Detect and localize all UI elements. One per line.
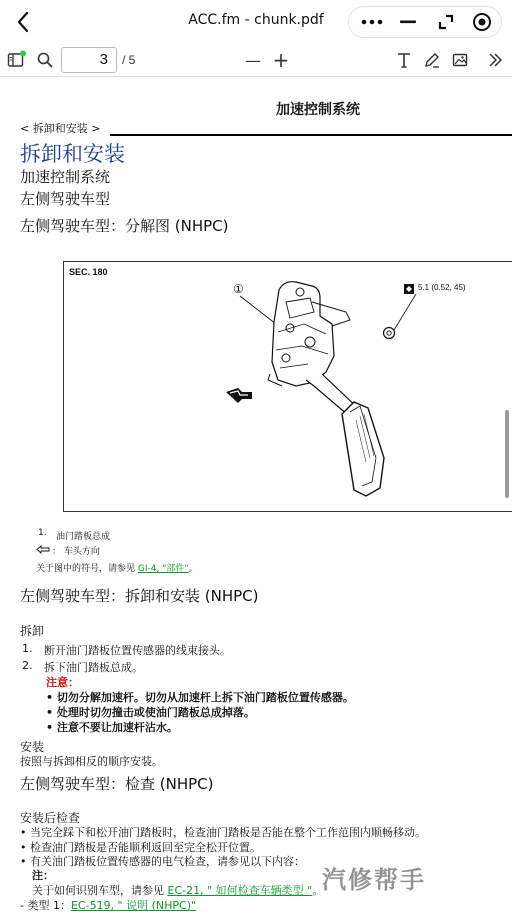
legend-arrow xyxy=(36,545,50,557)
legend-ref-suffix: 。 xyxy=(188,564,198,574)
type-1-reference xyxy=(20,897,196,913)
restore-button[interactable] xyxy=(427,7,465,37)
image-tool-button[interactable] xyxy=(449,49,471,71)
more-button[interactable] xyxy=(353,7,391,37)
callout-number: ① xyxy=(233,282,244,296)
caution-item-2-text: 处理时切勿撞击或使油门踏板总成掉落。 xyxy=(56,706,255,719)
restore-window-icon xyxy=(437,13,455,31)
caution-item-3-text: 注意不要让加速杆沾水。 xyxy=(56,721,178,734)
legend-ref-prefix: 关于图中的符号，请参见 xyxy=(36,564,138,574)
inspection-bullet-3-text: 有关油门踏板位置传感器的电气检查，请参见以下内容： xyxy=(30,855,305,868)
zoom-out-button[interactable]: — xyxy=(245,50,261,70)
removal-step-2: 拆下油门踏板总成。 xyxy=(44,661,143,674)
text-tool-button[interactable] xyxy=(393,49,415,71)
inspection-bullet-3: • 有关油门踏板位置传感器的电气检查，请参见以下内容： xyxy=(20,855,305,868)
inspection-bullet-1-text: 当完全踩下和松开油门踏板时，检查油门踏板是否能在整个工作范围内顺畅移动。 xyxy=(30,826,426,839)
inspection-bullet-2: • 检查油门踏板是否能顺利返回至完全松开位置。 xyxy=(20,841,261,854)
caution-item-3: • 注意不要让加速杆沾水。 xyxy=(46,721,178,734)
pen-icon xyxy=(423,51,441,69)
page-header-title: 加速控制系统 xyxy=(276,102,360,118)
page-total-label: / 5 xyxy=(122,53,136,67)
close-target-button[interactable] xyxy=(463,7,501,37)
header-rule xyxy=(110,134,512,136)
inspection-bullet-2-text: 检查油门踏板是否能顺利返回至完全松开位置。 xyxy=(30,841,261,854)
arrow-left-outline-icon xyxy=(36,545,50,554)
ec21-reference-link[interactable]: EC-21, " 如何检查车辆类型 " xyxy=(167,884,313,897)
note-prefix: 关于如何识别车型，请参见 xyxy=(32,884,168,897)
inspection-bullet-1: • 当完全踩下和松开油门踏板时，检查油门踏板是否能在整个工作范围内顺畅移动。 xyxy=(20,826,426,839)
more-tools-button[interactable] xyxy=(484,49,506,71)
figure-sec-label: SEC. 180 xyxy=(69,267,108,277)
removal-title: 拆卸 xyxy=(20,624,45,638)
minus-icon xyxy=(399,20,417,24)
note-suffix: 。 xyxy=(312,884,324,897)
caution-item-1: • 切勿分解加速杆。切勿从加速杆上拆下油门踏板位置传感器。 xyxy=(46,691,354,704)
sidebar-panel-icon xyxy=(6,50,26,70)
pdf-page xyxy=(0,78,512,914)
section-removal-installation: 左侧驾驶车型：拆卸和安装 (NHPC) xyxy=(20,587,259,605)
annotate-button[interactable] xyxy=(421,49,443,71)
legend-item-label: 油门踏板总成 xyxy=(56,532,111,542)
exploded-diagram xyxy=(63,261,512,512)
subheading-model: 左侧驾驶车型 xyxy=(20,190,111,208)
removal-step-2-number: 2. xyxy=(22,659,33,672)
document-title: ACC.fm - chunk.pdf xyxy=(188,12,324,28)
install-text: 按照与拆卸相反的顺序安装。 xyxy=(20,755,163,768)
status-badge-dot xyxy=(20,51,26,57)
page-number-input[interactable]: 3 xyxy=(61,47,117,73)
caution-item-2: • 处理时切勿撞击或使油门踏板总成掉落。 xyxy=(46,706,255,719)
pdf-toolbar xyxy=(0,44,512,77)
pedal-assembly-drawing xyxy=(64,262,512,512)
note-text xyxy=(32,882,323,898)
section-inspection: 左侧驾驶车型：检查 (NHPC) xyxy=(20,775,214,793)
breadcrumb: < 拆卸和安装 > xyxy=(20,122,101,135)
note-label: 注： xyxy=(32,869,54,882)
sidebar-toggle-button[interactable] xyxy=(5,49,27,71)
torque-value: 5.1 (0.52, 45) xyxy=(418,283,466,292)
removal-step-1: 断开油门踏板位置传感器的线束接头。 xyxy=(44,644,231,657)
search-button[interactable] xyxy=(34,49,56,71)
ec519-reference-link[interactable]: EC-519, " 说明 (NHPC)" xyxy=(70,899,197,912)
legend-arrow-label: ： 车头方向 xyxy=(52,547,100,557)
gi4-reference-link[interactable]: GI-4, "部件" xyxy=(137,564,189,574)
zoom-in-button[interactable]: + xyxy=(272,48,290,72)
section-exploded-view: 左侧驾驶车型：分解图 (NHPC) xyxy=(20,217,229,235)
double-chevron-right-icon xyxy=(486,51,504,69)
install-title: 安装 xyxy=(20,740,45,754)
legend-reference xyxy=(36,561,198,574)
subheading-system: 加速控制系统 xyxy=(20,168,111,186)
type-1-prefix: - 类型 1： xyxy=(20,899,71,912)
minimize-button[interactable] xyxy=(389,7,427,37)
removal-step-1-number: 1. xyxy=(22,642,33,655)
caution-label: 注意： xyxy=(46,676,79,689)
search-icon xyxy=(36,51,54,69)
more-dots-icon xyxy=(361,18,383,26)
legend-item-number: 1. xyxy=(38,528,47,538)
text-t-icon xyxy=(395,51,413,69)
back-button[interactable] xyxy=(10,8,38,36)
inspection-title: 安装后检查 xyxy=(20,811,81,825)
app-header xyxy=(0,0,512,44)
target-circle-icon xyxy=(472,12,492,32)
window-controls xyxy=(348,6,502,38)
image-icon xyxy=(451,51,469,69)
watermark-logo: 汽修帮手 xyxy=(322,866,426,894)
section-heading: 拆卸和安装 xyxy=(20,142,125,166)
vertical-scrollbar[interactable] xyxy=(505,410,509,498)
chevron-left-icon xyxy=(10,8,38,36)
caution-item-1-text: 切勿分解加速杆。切勿从加速杆上拆下油门踏板位置传感器。 xyxy=(56,691,354,704)
